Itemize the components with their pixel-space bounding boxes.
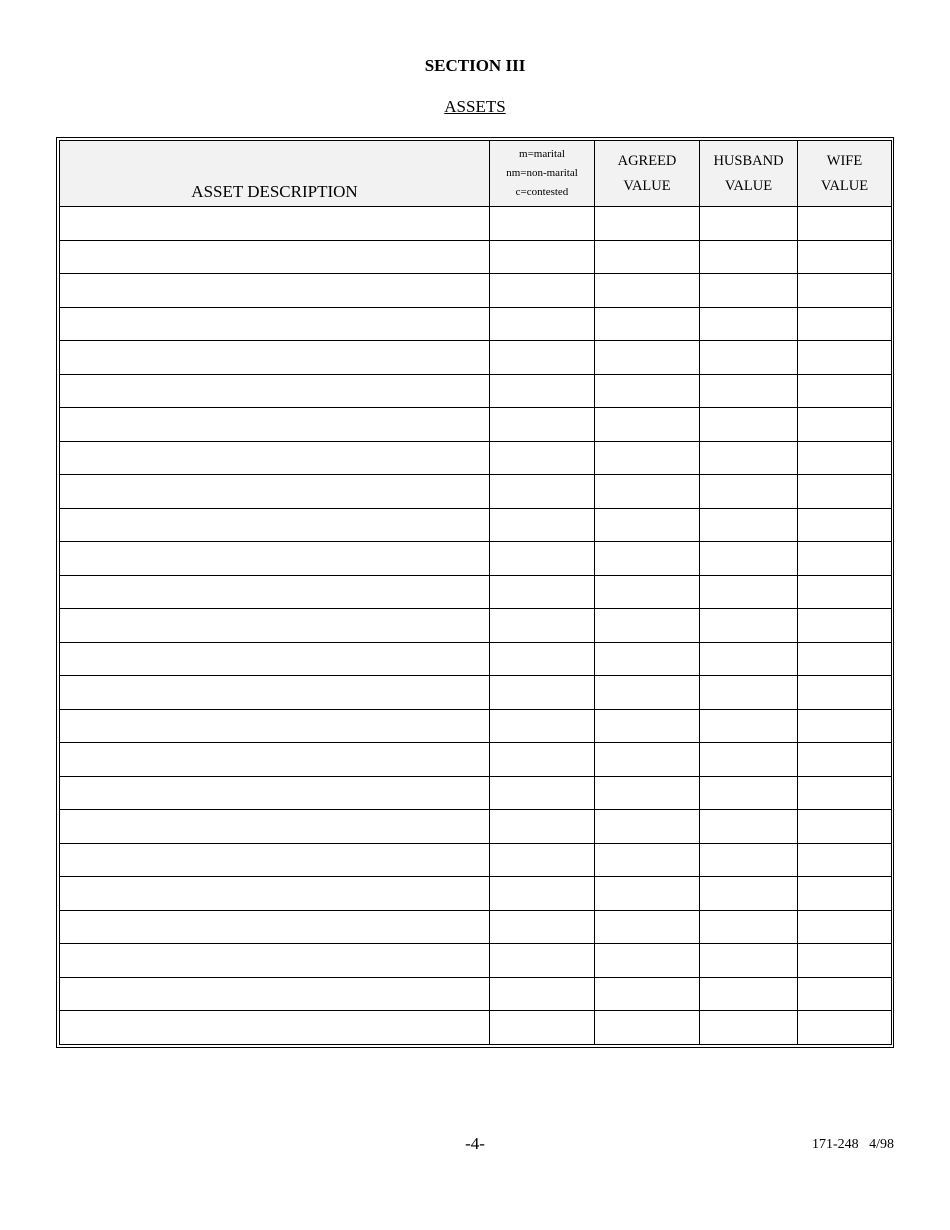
agreed-value-cell[interactable] (595, 642, 700, 676)
section-title: SECTION III (424, 56, 526, 75)
agreed-value-cell[interactable] (595, 877, 700, 911)
husband-value-cell[interactable] (700, 977, 798, 1011)
classification-cell[interactable] (490, 575, 595, 609)
wife-value-cell[interactable] (798, 642, 892, 676)
table-row (60, 910, 892, 944)
husband-value-cell[interactable] (700, 240, 798, 274)
table-row (60, 676, 892, 710)
husband-value-cell[interactable] (700, 441, 798, 475)
classification-cell[interactable] (490, 341, 595, 375)
table-row (60, 307, 892, 341)
husband-value-cell[interactable] (700, 642, 798, 676)
table-row (60, 441, 892, 475)
wife-value-cell[interactable] (798, 307, 892, 341)
asset-rows (60, 207, 892, 1045)
classification-cell[interactable] (490, 542, 595, 576)
classification-cell[interactable] (490, 810, 595, 844)
agreed-value-cell[interactable] (595, 910, 700, 944)
table-row (60, 475, 892, 509)
agreed-value-cell[interactable] (595, 776, 700, 810)
classification-cell[interactable] (490, 374, 595, 408)
agreed-value-cell[interactable] (595, 307, 700, 341)
asset-description-cell[interactable] (60, 642, 490, 676)
husband-value-cell[interactable] (700, 374, 798, 408)
agreed-value-cell[interactable] (595, 944, 700, 978)
asset-description-cell[interactable] (60, 508, 490, 542)
classification-cell[interactable] (490, 709, 595, 743)
table-row (60, 408, 892, 442)
asset-description-cell[interactable] (60, 709, 490, 743)
wife-value-cell[interactable] (798, 575, 892, 609)
agreed-value-cell[interactable] (595, 709, 700, 743)
agreed-value-cell[interactable] (595, 240, 700, 274)
wife-value-cell[interactable] (798, 743, 892, 777)
classification-cell[interactable] (490, 743, 595, 777)
wife-value-cell[interactable] (798, 508, 892, 542)
asset-description-cell[interactable] (60, 944, 490, 978)
classification-cell[interactable] (490, 609, 595, 643)
asset-description-cell[interactable] (60, 274, 490, 308)
table-row (60, 1011, 892, 1045)
wife-value-cell[interactable] (798, 676, 892, 710)
classification-cell[interactable] (490, 776, 595, 810)
table-row (60, 743, 892, 777)
form-code: 171-248 4/98 (811, 1137, 894, 1152)
asset-description-cell[interactable] (60, 743, 490, 777)
husband-value-cell[interactable] (700, 1011, 798, 1045)
classification-cell[interactable] (490, 977, 595, 1011)
key-contested: c=contested (515, 186, 569, 198)
agreed-value-cell[interactable] (595, 475, 700, 509)
classification-cell[interactable] (490, 843, 595, 877)
asset-description-cell[interactable] (60, 307, 490, 341)
table-row (60, 274, 892, 308)
table-row (60, 207, 892, 241)
key-marital: m=marital (519, 148, 565, 160)
husband-value-cell[interactable] (700, 743, 798, 777)
table-row (60, 341, 892, 375)
agreed-value-cell[interactable] (595, 977, 700, 1011)
husband-value-cell[interactable] (700, 944, 798, 978)
agreed-value-cell[interactable] (595, 843, 700, 877)
classification-key-header (490, 141, 595, 207)
classification-cell[interactable] (490, 408, 595, 442)
table-header-row (60, 141, 892, 207)
wife-value-cell[interactable] (798, 1011, 892, 1045)
wife-value-cell[interactable] (798, 341, 892, 375)
asset-description-cell[interactable] (60, 1011, 490, 1045)
table-row (60, 944, 892, 978)
husband-value-cell[interactable] (700, 274, 798, 308)
assets-title: ASSETS (444, 97, 506, 116)
table-row (60, 776, 892, 810)
asset-description-cell[interactable] (60, 676, 490, 710)
asset-description-cell[interactable] (60, 776, 490, 810)
husband-value-header: HUSBAND VALUE (700, 141, 798, 207)
asset-description-cell[interactable] (60, 843, 490, 877)
classification-cell[interactable] (490, 207, 595, 241)
husband-value-cell[interactable] (700, 508, 798, 542)
wife-value-cell[interactable] (798, 274, 892, 308)
husband-value-cell[interactable] (700, 542, 798, 576)
wife-value-cell[interactable] (798, 843, 892, 877)
agreed-value-cell[interactable] (595, 441, 700, 475)
agreed-value-cell[interactable] (595, 374, 700, 408)
table-row (60, 843, 892, 877)
wife-value-cell[interactable] (798, 374, 892, 408)
asset-description-cell[interactable] (60, 910, 490, 944)
classification-cell[interactable] (490, 441, 595, 475)
wife-value-cell[interactable] (798, 877, 892, 911)
table-row (60, 810, 892, 844)
agreed-value-cell[interactable] (595, 542, 700, 576)
wife-value-cell[interactable] (798, 810, 892, 844)
table-row (60, 542, 892, 576)
classification-cell[interactable] (490, 910, 595, 944)
asset-description-cell[interactable] (60, 877, 490, 911)
table-row (60, 240, 892, 274)
classification-cell[interactable] (490, 475, 595, 509)
wife-value-cell[interactable] (798, 910, 892, 944)
husband-value-cell[interactable] (700, 843, 798, 877)
page-number: -4- (465, 1134, 485, 1153)
husband-value-cell[interactable] (700, 910, 798, 944)
asset-description-cell[interactable] (60, 575, 490, 609)
husband-value-cell[interactable] (700, 341, 798, 375)
husband-value-cell[interactable] (700, 307, 798, 341)
assets-table (59, 140, 892, 1045)
wife-value-cell[interactable] (798, 709, 892, 743)
asset-description-cell[interactable] (60, 441, 490, 475)
table-row (60, 575, 892, 609)
wife-value-cell[interactable] (798, 776, 892, 810)
table-row (60, 977, 892, 1011)
asset-description-header: ASSET DESCRIPTION (60, 141, 490, 207)
asset-description-cell[interactable] (60, 542, 490, 576)
husband-value-cell[interactable] (700, 207, 798, 241)
agreed-value-cell[interactable] (595, 408, 700, 442)
agreed-value-cell[interactable] (595, 508, 700, 542)
husband-value-cell[interactable] (700, 810, 798, 844)
classification-cell[interactable] (490, 508, 595, 542)
classification-cell[interactable] (490, 307, 595, 341)
husband-value-cell[interactable] (700, 877, 798, 911)
husband-value-cell[interactable] (700, 776, 798, 810)
classification-cell[interactable] (490, 877, 595, 911)
table-row (60, 508, 892, 542)
key-non-marital: nm=non-marital (506, 167, 578, 179)
wife-value-header: WIFE VALUE (798, 141, 892, 207)
wife-value-cell[interactable] (798, 475, 892, 509)
wife-value-cell[interactable] (798, 944, 892, 978)
husband-value-cell[interactable] (700, 709, 798, 743)
table-row (60, 609, 892, 643)
asset-description-cell[interactable] (60, 374, 490, 408)
wife-value-cell[interactable] (798, 441, 892, 475)
husband-value-cell[interactable] (700, 676, 798, 710)
asset-description-cell[interactable] (60, 207, 490, 241)
agreed-value-cell[interactable] (595, 743, 700, 777)
classification-cell[interactable] (490, 1011, 595, 1045)
asset-description-cell[interactable] (60, 240, 490, 274)
agreed-value-cell[interactable] (595, 207, 700, 241)
table-row (60, 642, 892, 676)
classification-cell[interactable] (490, 240, 595, 274)
asset-description-cell[interactable] (60, 609, 490, 643)
husband-value-cell[interactable] (700, 475, 798, 509)
table-row (60, 374, 892, 408)
agreed-value-header: AGREED VALUE (595, 141, 700, 207)
asset-description-cell[interactable] (60, 810, 490, 844)
table-row (60, 709, 892, 743)
classification-cell[interactable] (490, 676, 595, 710)
asset-description-cell[interactable] (60, 408, 490, 442)
agreed-value-cell[interactable] (595, 810, 700, 844)
table-row (60, 877, 892, 911)
wife-value-cell[interactable] (798, 240, 892, 274)
classification-cell[interactable] (490, 274, 595, 308)
wife-value-cell[interactable] (798, 207, 892, 241)
agreed-value-cell[interactable] (595, 341, 700, 375)
classification-cell[interactable] (490, 642, 595, 676)
asset-description-cell[interactable] (60, 475, 490, 509)
agreed-value-cell[interactable] (595, 609, 700, 643)
wife-value-cell[interactable] (798, 542, 892, 576)
classification-cell[interactable] (490, 944, 595, 978)
asset-description-cell[interactable] (60, 341, 490, 375)
asset-description-cell[interactable] (60, 977, 490, 1011)
husband-value-cell[interactable] (700, 609, 798, 643)
husband-value-cell[interactable] (700, 408, 798, 442)
agreed-value-cell[interactable] (595, 575, 700, 609)
agreed-value-cell[interactable] (595, 676, 700, 710)
assets-table-frame (56, 137, 894, 1048)
agreed-value-cell[interactable] (595, 1011, 700, 1045)
husband-value-cell[interactable] (700, 575, 798, 609)
wife-value-cell[interactable] (798, 977, 892, 1011)
agreed-value-cell[interactable] (595, 274, 700, 308)
wife-value-cell[interactable] (798, 609, 892, 643)
wife-value-cell[interactable] (798, 408, 892, 442)
